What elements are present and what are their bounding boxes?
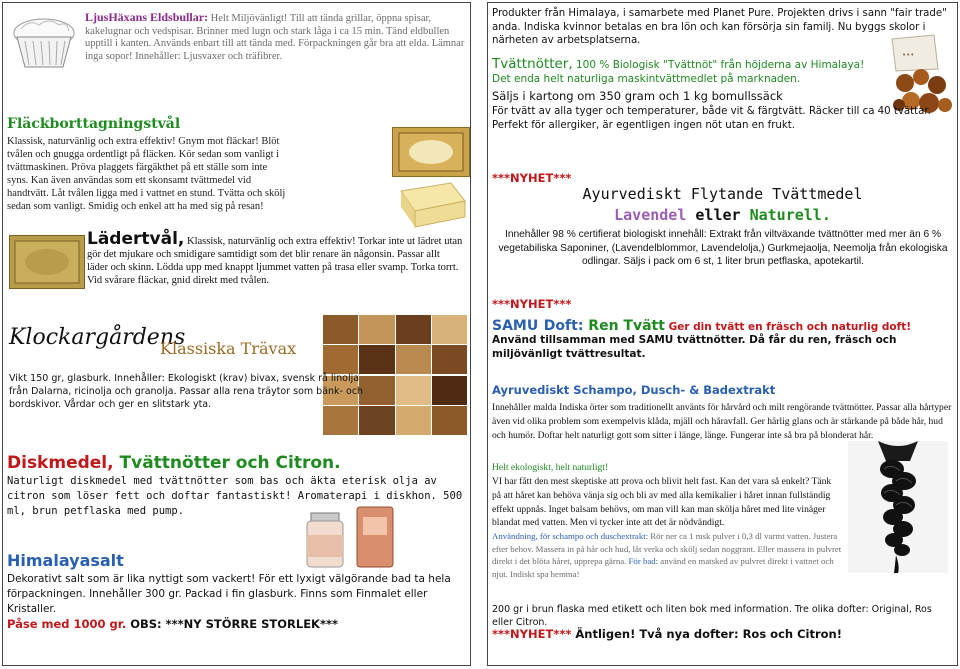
klockargardens-text: Vikt 150 gr, glasburk. Innehåller: Ekologiskt (krav) bivax, svensk rå linolja från Dalarna, ricinolja och granolja. Passar alla rena träytor som bänk- och bordskivor. Vårdar och ger en slitstark yta.: [9, 373, 364, 410]
diskmedel-title-a: Diskmedel,: [7, 453, 120, 473]
bottom-new-scents: Äntligen! Två nya dofter: Ros och Citron!: [571, 627, 842, 641]
tvattnotter-text: För tvätt av alla tyger och temperaturer, både vit & färgtvätt. Räcker till ca 40 tvättar. Perfekt för allergiker, är egentligen ingen nöt utan en frukt.: [492, 106, 931, 131]
svg-text:•••: •••: [902, 51, 915, 59]
samu-nyhet: ***NYHET***: [492, 297, 572, 311]
variant-naturell: Naturell.: [749, 206, 831, 224]
tvattnotter-sold: Säljs i kartong om 350 gram och 1 kg bomullssäck: [492, 89, 783, 103]
himalayasalt-bag-image: [355, 503, 395, 569]
usage-text: Rör ner ca 1 msk pulver i 0,3 dl varmt vatten. Justera efter behov. Massera in på hår och hud, låt verka och skölj sedan noggrant. Eller massera in pulvret direkt i det blöta håret, upprepa gärna.: [492, 531, 842, 567]
tvattnotter-title: Tvättnötter,: [492, 56, 573, 72]
left-panel: [2, 2, 471, 666]
schampo-title: Ayruvediskt Schampo, Dusch- & Badextrakt: [492, 383, 776, 397]
bottom-nyhet: ***NYHET***: [492, 627, 572, 641]
variant-eller: eller: [686, 206, 750, 224]
right-panel: [487, 2, 958, 666]
samu-heading: [492, 315, 911, 334]
lader-image: [9, 235, 85, 289]
schampo-text1: Innehåller malda Indiska örter som traditionellt använts för hårvård och milt rengörande tvättnötter. Passar alla hårtyper även vid olika problem som exempelvis klåda, mjäll och håravfall. Ger härlig glans och är stärkande på både hår, hud och humör. Doftar helt naturligt gott som sitter i länge, länge. Fungerar inte så bra på blonderat hår.: [492, 402, 952, 441]
intro-text: Produkter från Himalaya, i samarbete med Planet Pure. Projekten drivs i sann "fair trade" anda. Indiska kvinnor betalas en bra lön och kan försörja sin familj. Nu byggs skolor i närheten av arbetsplatserna.: [492, 8, 947, 46]
lader-title: Lädertvål,: [87, 229, 185, 249]
flackborttagning-text: Klassisk, naturvänlig och extra effektiv! Gnym mot fläckar! Blöt tvålen och gnugga ordentligt på fläcken. Kör sedan som vanligt i tvättmaskinen. Pröva plaggets färgäkthet på ett ställe som inte syns. Kan även användas som ett skonsamt tvättmedel vid handtvätt. Låt tvålen ligga med i vattnet en stund. Tvätta och skölj sedan som vanligt. Smidig och enkel att ha med sig på resan!: [7, 136, 286, 212]
variant-lavendel: Lavendel: [614, 206, 687, 224]
bad-text: använd en matsked av pulvret direkt i vattnet och njut. Indiskt spa hemma!: [492, 556, 834, 579]
flytande-title: Ayurvediskt Flytande Tvättmedel: [582, 185, 863, 203]
flackborttagning-title: Fläckborttagningstvål: [7, 116, 181, 132]
bottom-info: 200 gr i brun flaska med etikett och liten bok med information. Tre olika dofter: Original, Ros eller Citron.: [492, 604, 932, 628]
himalayasalt-title: Himalayasalt: [7, 551, 124, 570]
schampo-text2: VI har fått den mest skeptiske att prova och blivit helt fast. Kan det vara så enkelt? Tänk på att håret kan behöva vänja sig och bli av med alla kemikalier i håret innan fullständig effekt uppnås. Inget balsam behövs, om man vill kan man skölja håret med lite vinäger blandat med vatten. Men vi tycker inte att det är nödvändigt.: [492, 476, 832, 529]
lader-section: [87, 229, 463, 287]
samu-tagline: Ger din tvätt en fräsch och naturlig doft!: [664, 321, 912, 333]
klockargardens-script-title: Klockargårdens: [9, 325, 186, 350]
samu-doft: Doft:: [543, 318, 584, 334]
eldsbullar-image: [9, 11, 79, 73]
eldsbullar-text: Helt Miljövänligt! Till att tända grillar, öppna spisar, kakelugnar och vedspisar. Brinner med lugn och stark låga i ca 15 min. Tänd eldbullen upptill i kanten. Används enbart till att tända med. Förpackningen går bra att elda. Lämnar inga sopor! Innehåller: Ljusvaxer och träfibrer.: [85, 13, 465, 62]
braid-image: [848, 441, 948, 573]
flacktval-image: [392, 127, 470, 177]
schampo-green: Helt ekologiskt, helt naturligt!: [492, 462, 609, 473]
tvattnotter-tagline: Det enda helt naturliga maskintvättmedlet på marknaden.: [492, 73, 801, 85]
samu-brand: SAMU: [492, 318, 539, 334]
himalayasalt-jar-image: [303, 511, 347, 569]
flytande-nyhet: ***NYHET***: [492, 171, 572, 185]
himalayasalt-bottom: [7, 617, 338, 631]
tvalbit-image: [395, 179, 467, 231]
klockargardens-title: Klassiska Trävax: [160, 339, 297, 358]
schampo-usage: [492, 530, 842, 580]
flytande-text: Innehåller 98 % certifierat biologiskt innehåll: Extrakt från viltväxande tvättnötter med mer än 6 % vegetabiliska Saponiner, (Lavendelblommor, Lavendelolja,) Gurkmejaolja, Neemolja från ekologiska odlingar. Säljs i pack om 6 st, 1 liter brun petflaska, apotekartil.: [498, 229, 948, 267]
himalayasalt-text: Dekorativt salt som är lika nyttigt som vackert! För ett lyxigt välgörande bad ta hela förpackningen. Innehåller 300 gr. Packad i fin glasburk. Finns som Finmalet eller Kristaller.: [7, 573, 451, 615]
bottom-nyhet-line: [492, 627, 842, 641]
tvattnotter-subtitle: 100 % Biologisk "Tvättnöt" från höjderna av Himalaya!: [572, 59, 865, 71]
samu-ren: Ren Tvätt: [583, 318, 665, 334]
diskmedel-text: Naturligt diskmedel med tvättnötter som bas och äkta eterisk olja av citron som löser fett och doftar fantastiskt! Aromaterapi i diskhon. 500 ml, brun petflaska med pump.: [7, 475, 463, 517]
flytande-variants: [488, 206, 957, 224]
samu-text: Använd tillsamman med SAMU tvättnötter. Då får du ren, fräsch och miljövänligt tvättresultat.: [492, 334, 897, 360]
usage-label: Användning, för schampo och duschextrakt:: [492, 531, 649, 541]
diskmedel-title-b: Tvättnötter och Citron.: [119, 453, 341, 473]
eldsbullar-title: LjusHäxans Eldsbullar:: [85, 10, 209, 24]
tvattnotter-heading: [492, 53, 864, 72]
himalayasalt-obs: OBS: ***NY STÖRRE STORLEK***: [126, 617, 338, 631]
eldsbullar-section: [85, 11, 465, 63]
lader-text: Klassisk, naturvänlig och extra effektiv! Torkar inte ut lädret utan gör det mjukare och smidigare samtidigt som det blir renare än någonsin. Passar allt läder och skinn. Lödda upp med knappt ljummet vatten på trasa eller svamp. Torka torrt. Vid svårare fläckar, gnid direkt med tvålen.: [87, 236, 463, 286]
himalayasalt-pase: Påse med 1000 gr.: [7, 617, 127, 631]
diskmedel-title: [7, 453, 341, 473]
bad-label: För bad:: [626, 556, 659, 567]
